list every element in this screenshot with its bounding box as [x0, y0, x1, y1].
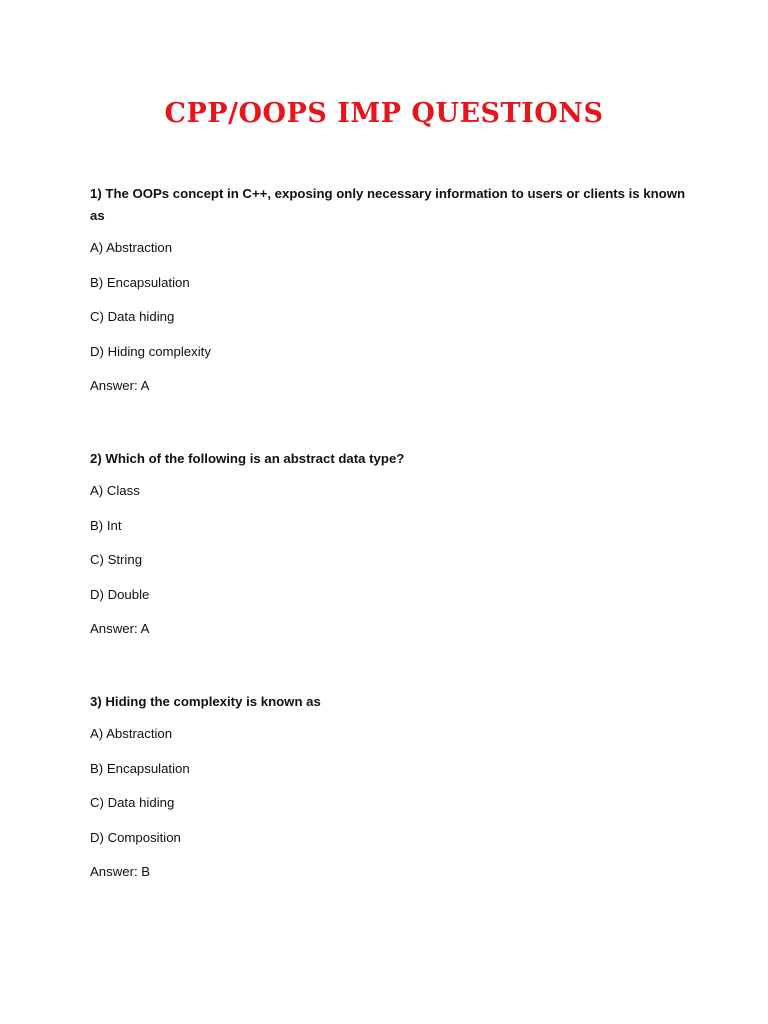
option-d: D) Composition — [90, 829, 181, 845]
page-title: CPP/OOPS IMP QUESTIONS — [164, 98, 604, 129]
question-text: 2) Which of the following is an abstract data type? — [90, 451, 405, 466]
question-block-1 — [90, 183, 690, 412]
option-c: C) Data hiding — [90, 309, 175, 324]
option-d: D) Hiding complexity — [90, 343, 211, 359]
option-c: C) String — [90, 552, 143, 567]
question-block-2 — [90, 448, 690, 655]
option-a: A) Abstraction — [90, 726, 173, 741]
option-b: B) Encapsulation — [90, 760, 190, 776]
question-block-3 — [90, 691, 690, 898]
answer-text: Answer: A — [90, 621, 150, 636]
option-c: C) Data hiding — [90, 795, 175, 810]
answer-text: Answer: A — [90, 378, 150, 393]
option-d: D) Double — [90, 586, 150, 602]
question-text: 3) Hiding the complexity is known as — [90, 694, 321, 709]
option-a: A) Class — [90, 483, 140, 498]
answer-text: Answer: B — [90, 864, 151, 879]
option-b: B) Encapsulation — [90, 274, 190, 290]
question-text: 1) The OOPs concept in C++, exposing only necessary information to users or clients is known as — [90, 186, 686, 223]
option-b: B) Int — [90, 517, 122, 533]
option-a: A) Abstraction — [90, 240, 173, 255]
